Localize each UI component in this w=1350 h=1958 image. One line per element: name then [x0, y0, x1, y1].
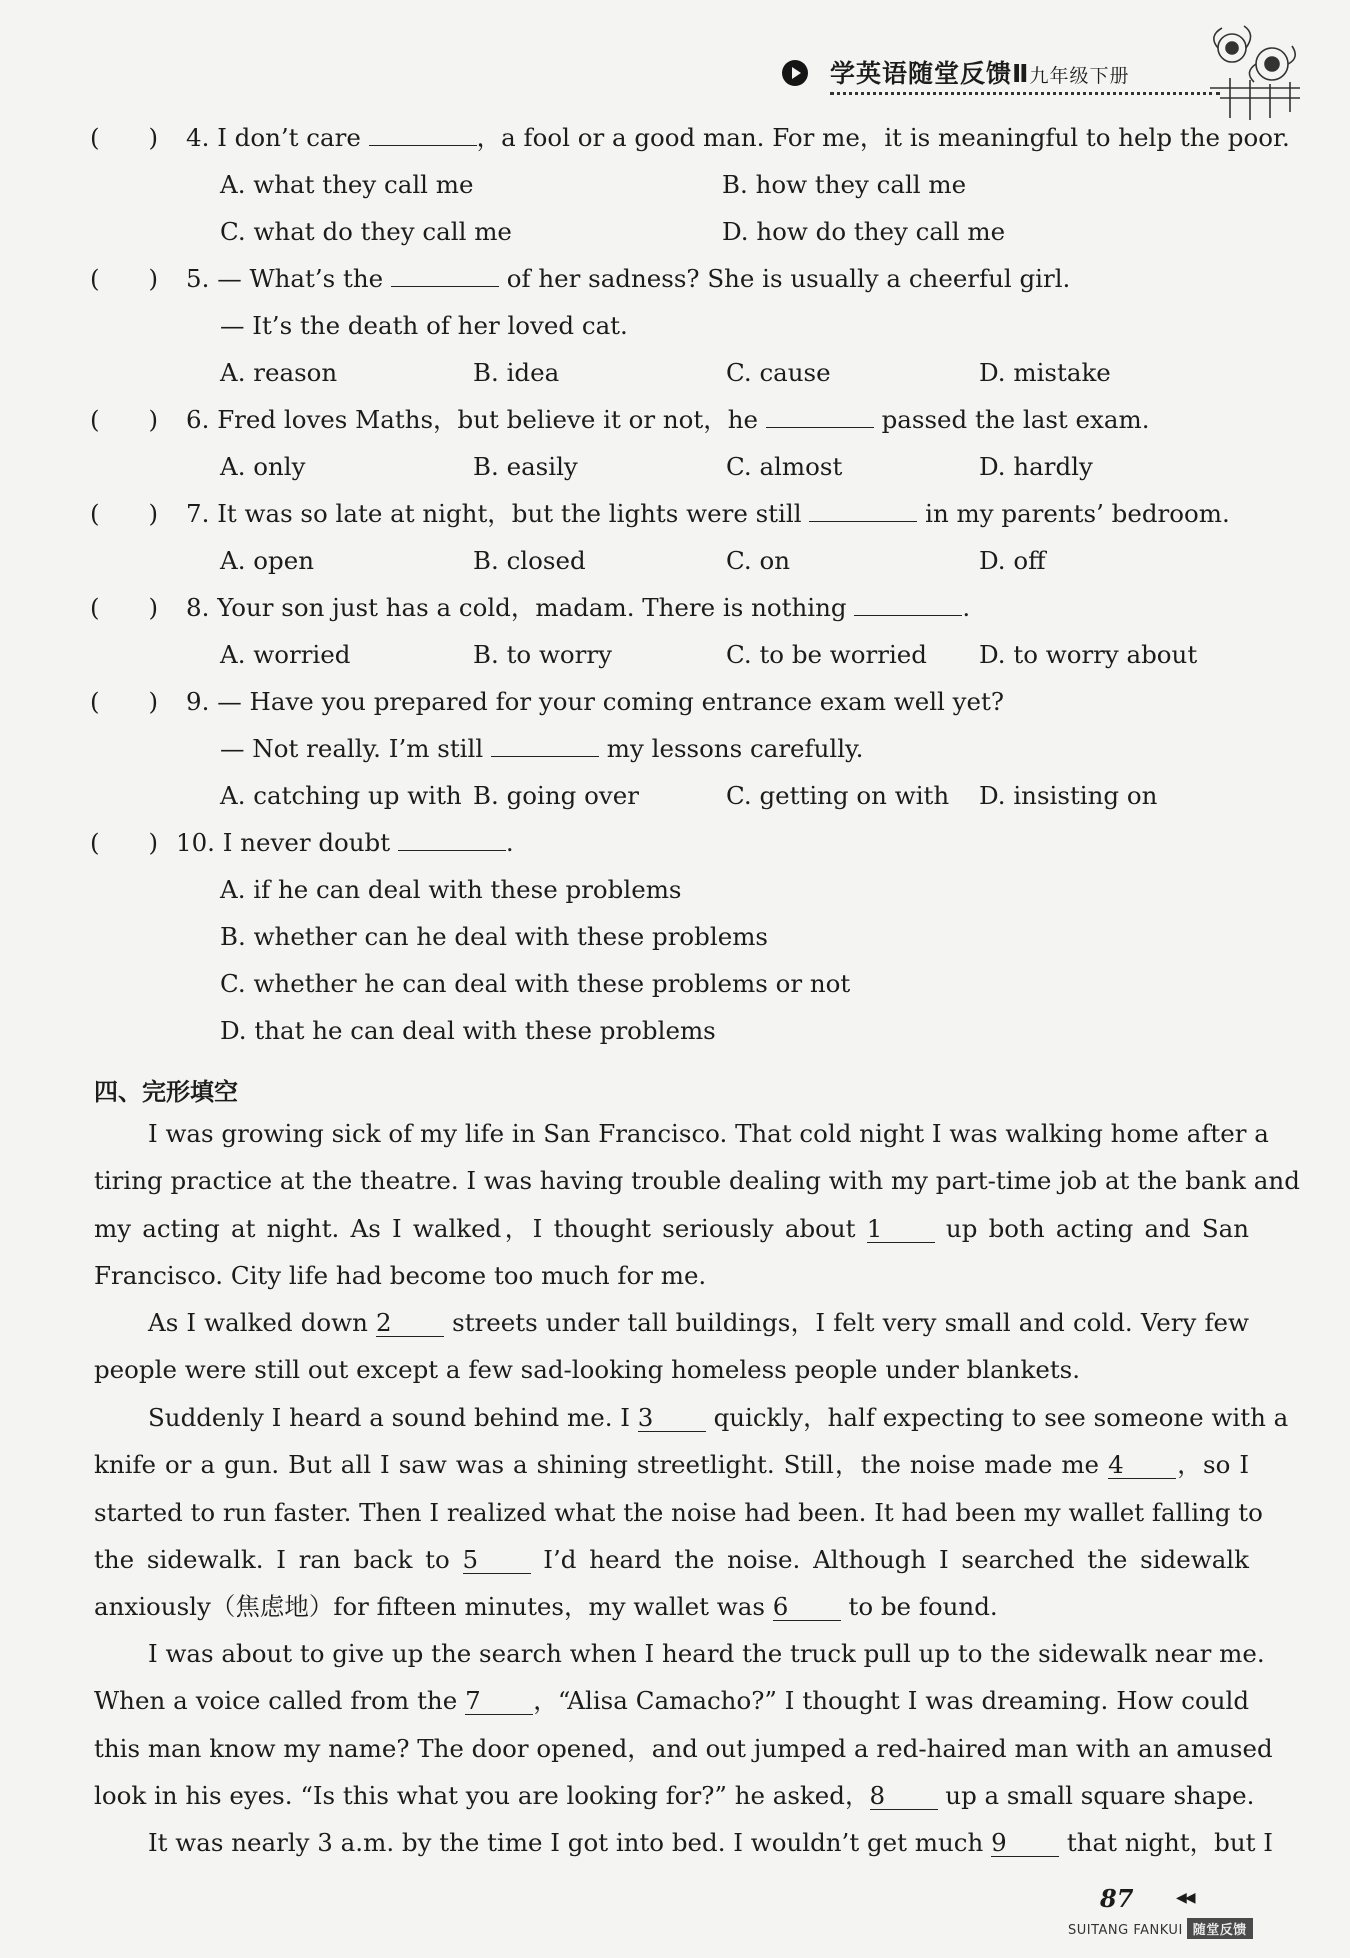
option-a[interactable]: A. worried	[220, 640, 351, 669]
arrow-left-icon: ◀◀	[1176, 1890, 1194, 1906]
option-b[interactable]: B. to worry	[473, 640, 612, 669]
passage-line: As I walked down 2 streets under tall buildings，I felt very small and cold. Very few	[148, 1308, 1249, 1337]
footer-badge: 随堂反馈	[1187, 1918, 1253, 1939]
option-a[interactable]: A. reason	[220, 358, 338, 387]
passage-paragraph	[94, 1299, 1249, 1394]
cloze-blank[interactable]: 5	[463, 1547, 531, 1574]
question-5-reply: — It’s the death of her loved cat.	[220, 311, 628, 340]
page-number: 87	[1100, 1884, 1134, 1913]
question-number: 6.	[186, 405, 210, 434]
question-8-stem: 8. Your son just has a cold，madam. There is nothing .	[186, 593, 971, 622]
question-6-stem: 6. Fred loves Maths，but believe it or not，he passed the last exam.	[186, 405, 1150, 434]
option-a[interactable]: A. if he can deal with these problems	[220, 875, 682, 904]
passage-line: tiring practice at the theatre. I was having trouble dealing with my part-time job at the bank and	[94, 1166, 1300, 1196]
answer-paren[interactable]: ( )	[90, 687, 159, 716]
question-number: 9.	[186, 687, 210, 716]
option-b[interactable]: B. closed	[473, 546, 586, 575]
option-a[interactable]: A. catching up with	[220, 781, 462, 810]
answer-paren[interactable]: ( )	[90, 123, 159, 152]
question-number: 10.	[176, 828, 215, 857]
option-b[interactable]: B. whether can he deal with these problems	[220, 922, 768, 951]
option-d[interactable]: D. hardly	[979, 452, 1093, 481]
question-4-stem: 4. I don’t care ，a fool or a good man. For me，it is meaningful to help the poor.	[186, 123, 1290, 152]
question-number: 8.	[186, 593, 210, 622]
option-b[interactable]: B. easily	[473, 452, 578, 481]
passage-line: knife or a gun. But all I saw was a shining streetlight. Still，the noise made me 4 ，so I	[94, 1450, 1249, 1480]
option-d[interactable]: D. that he can deal with these problems	[220, 1016, 716, 1045]
header-subtitle: 九年级下册	[1029, 65, 1130, 87]
question-number: 4.	[186, 123, 210, 152]
passage-line: this man know my name? The door opened，and out jumped a red-haired man with an amused	[94, 1733, 1273, 1763]
option-b[interactable]: B. how they call me	[722, 170, 967, 199]
passage-line: my acting at night. As I walked，I thought seriously about 1 up both acting and San	[94, 1213, 1249, 1243]
question-5-stem: 5. — What’s the of her sadness? She is usually a cheerful girl.	[186, 264, 1071, 293]
cloze-blank[interactable]: 6	[773, 1594, 841, 1621]
passage-line: anxiously（焦虑地）for fifteen minutes，my wallet was 6 to be found.	[94, 1592, 998, 1622]
passage-line: people were still out except a few sad-looking homeless people under blankets.	[94, 1355, 1081, 1385]
cloze-blank[interactable]: 3	[638, 1405, 706, 1432]
section-title: 四、完形填空	[94, 1078, 238, 1106]
passage-line: When a voice called from the 7 ，“Alisa Camacho?” I thought I was dreaming. How could	[94, 1686, 1249, 1716]
option-a[interactable]: A. open	[220, 546, 314, 575]
option-c[interactable]: C. almost	[726, 452, 843, 481]
header-divider	[830, 92, 1220, 95]
footer-brand: SUITANG FANKUI 随堂反馈	[1068, 1918, 1253, 1939]
option-d[interactable]: D. off	[979, 546, 1046, 575]
option-c[interactable]: C. what do they call me	[220, 217, 512, 246]
answer-blank[interactable]	[809, 499, 917, 522]
cloze-blank[interactable]: 4	[1108, 1452, 1176, 1479]
flower-decoration-icon	[1190, 18, 1320, 128]
passage-line: Francisco. City life had become too much for me.	[94, 1260, 707, 1290]
answer-blank[interactable]	[398, 828, 506, 851]
answer-blank[interactable]	[854, 593, 962, 616]
option-a[interactable]: A. only	[220, 452, 306, 481]
header-title: 学英语随堂反馈Ⅱ九年级下册	[830, 59, 1130, 88]
option-d[interactable]: D. mistake	[979, 358, 1111, 387]
passage-paragraph	[94, 1630, 1273, 1819]
option-c[interactable]: C. on	[726, 546, 790, 575]
answer-paren[interactable]: ( )	[90, 593, 159, 622]
answer-blank[interactable]	[766, 405, 874, 428]
option-b[interactable]: B. idea	[473, 358, 560, 387]
passage-line: Suddenly I heard a sound behind me. I 3 quickly，half expecting to see someone with a	[148, 1403, 1289, 1432]
passage-line: I was growing sick of my life in San Francisco. That cold night I was walking home after a	[148, 1119, 1269, 1148]
passage-paragraph	[94, 1394, 1289, 1630]
answer-paren[interactable]: ( )	[90, 499, 159, 528]
cloze-blank[interactable]: 9	[991, 1830, 1059, 1857]
answer-paren[interactable]: ( )	[90, 828, 159, 857]
question-10-stem: 10. I never doubt .	[176, 828, 514, 857]
cloze-blank[interactable]: 2	[376, 1310, 444, 1337]
play-icon	[782, 60, 808, 86]
answer-paren[interactable]: ( )	[90, 264, 159, 293]
answer-blank[interactable]	[491, 734, 599, 757]
passage-line: I was about to give up the search when I heard the truck pull up to the sidewalk near me.	[148, 1639, 1265, 1668]
option-c[interactable]: C. whether he can deal with these problems or not	[220, 969, 851, 998]
option-b[interactable]: B. going over	[473, 781, 639, 810]
passage-line: It was nearly 3 a.m. by the time I got into bed. I wouldn’t get much 9 that night，but I	[148, 1828, 1273, 1857]
option-d[interactable]: D. insisting on	[979, 781, 1158, 810]
question-7-stem: 7. It was so late at night，but the lights were still in my parents’ bedroom.	[186, 499, 1230, 528]
cloze-blank[interactable]: 8	[870, 1783, 938, 1810]
passage-line: started to run faster. Then I realized what the noise had been. It had been my wallet falling to	[94, 1497, 1263, 1527]
passage-line: the sidewalk. I ran back to 5 I’d heard the noise. Although I searched the sidewalk	[94, 1544, 1249, 1574]
question-number: 7.	[186, 499, 210, 528]
page-header	[782, 48, 1252, 100]
answer-blank[interactable]	[391, 264, 499, 287]
option-d[interactable]: D. how do they call me	[722, 217, 1006, 246]
cloze-blank[interactable]: 1	[867, 1216, 935, 1243]
option-c[interactable]: C. to be worried	[726, 640, 927, 669]
passage-paragraph	[94, 1819, 1273, 1866]
question-number: 5.	[186, 264, 210, 293]
option-d[interactable]: D. to worry about	[979, 640, 1198, 669]
option-c[interactable]: C. getting on with	[726, 781, 950, 810]
answer-paren[interactable]: ( )	[90, 405, 159, 434]
passage-paragraph	[94, 1110, 1300, 1299]
question-9-stem: 9. — Have you prepared for your coming entrance exam well yet?	[186, 687, 1004, 716]
question-9-reply: — Not really. I’m still my lessons carefully.	[220, 734, 864, 763]
cloze-blank[interactable]: 7	[465, 1688, 533, 1715]
passage-line: look in his eyes. “Is this what you are looking for?” he asked，8 up a small square shape.	[94, 1780, 1255, 1810]
option-a[interactable]: A. what they call me	[220, 170, 474, 199]
option-c[interactable]: C. cause	[726, 358, 831, 387]
answer-blank[interactable]	[369, 123, 477, 146]
